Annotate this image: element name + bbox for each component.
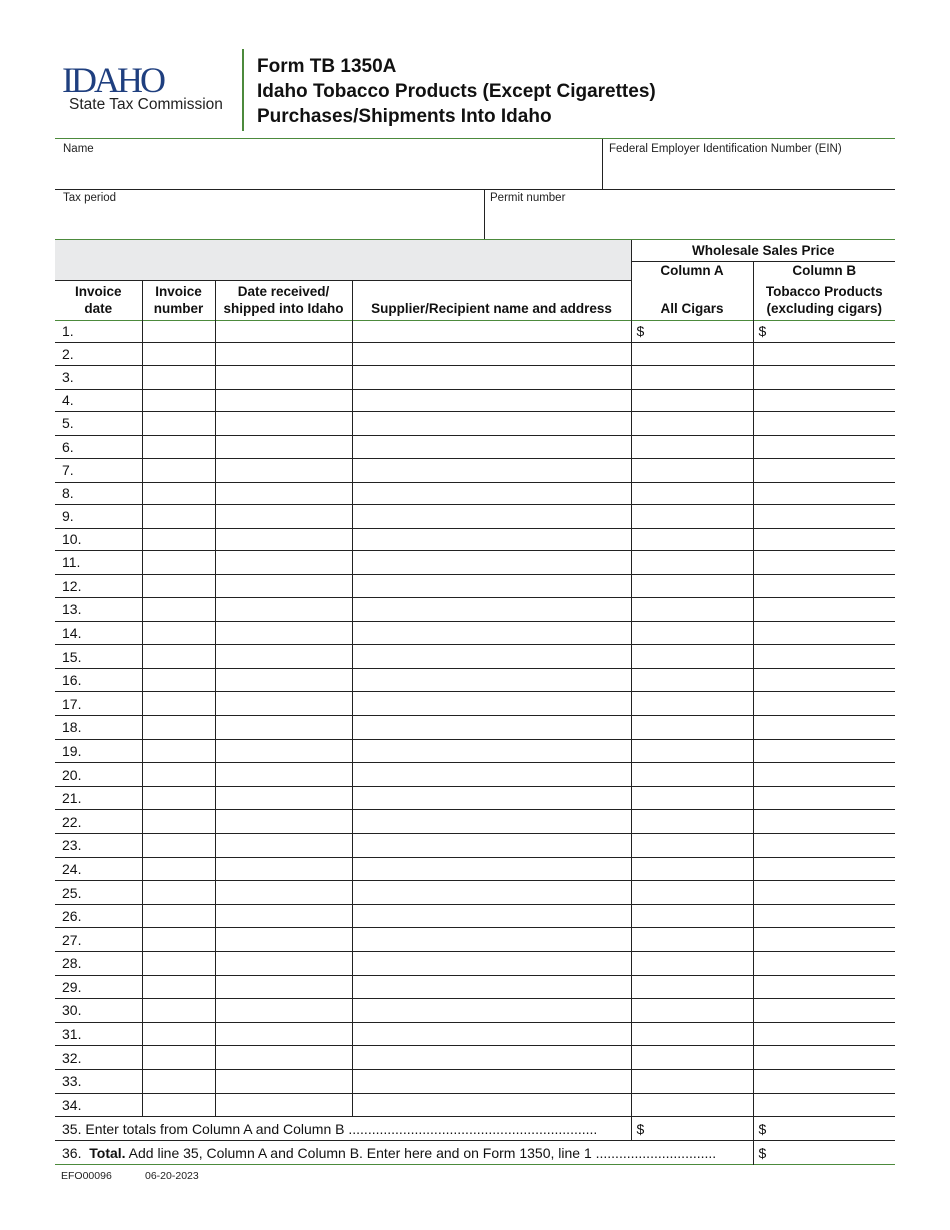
column-a-cell[interactable]	[631, 739, 753, 763]
line-35-column-b[interactable]: $	[753, 1117, 895, 1141]
row-number[interactable]: 1.	[62, 323, 74, 339]
column-b-cell[interactable]	[753, 810, 895, 834]
supplier-cell[interactable]	[352, 716, 631, 740]
column-b-cell[interactable]	[753, 621, 895, 645]
table-row	[55, 550, 895, 574]
column-a-cell[interactable]	[631, 482, 753, 504]
table-row	[55, 1022, 895, 1046]
table-row	[55, 411, 895, 435]
line-35-row	[55, 1117, 895, 1141]
date-received-cell[interactable]	[215, 810, 352, 834]
supplier-cell[interactable]	[352, 621, 631, 645]
invoice-number-cell[interactable]	[142, 928, 215, 952]
form-title	[257, 54, 656, 129]
column-a-cell[interactable]	[631, 786, 753, 810]
column-a-cell[interactable]	[631, 834, 753, 858]
tax-period-label: Tax period	[63, 192, 117, 204]
date-received-header	[215, 280, 352, 320]
column-a-cell[interactable]	[631, 1069, 753, 1093]
column-b-cell[interactable]	[753, 482, 895, 504]
column-b-cell[interactable]	[753, 1093, 895, 1117]
column-b-cell[interactable]	[753, 668, 895, 692]
table-row	[55, 857, 895, 881]
column-a-cell[interactable]	[631, 904, 753, 928]
invoice-number-cell[interactable]	[142, 550, 215, 574]
column-b-cell[interactable]	[753, 342, 895, 365]
column-a-cell[interactable]	[631, 1046, 753, 1070]
date-received-cell[interactable]	[215, 952, 352, 976]
row-number[interactable]: 22.	[62, 813, 82, 830]
table-row	[55, 320, 895, 342]
column-b-cell[interactable]	[753, 975, 895, 999]
supplier-cell[interactable]	[352, 389, 631, 411]
date-received-cell[interactable]	[215, 739, 352, 763]
supplier-cell[interactable]	[352, 999, 631, 1023]
row-number[interactable]: 7.	[62, 462, 74, 478]
column-b-cell[interactable]	[753, 389, 895, 411]
invoice-number-cell[interactable]	[142, 692, 215, 716]
date-received-cell[interactable]	[215, 528, 352, 550]
date-received-cell[interactable]	[215, 1046, 352, 1070]
line-36-number: 36.	[62, 1144, 82, 1161]
date-received-cell[interactable]	[215, 389, 352, 411]
date-received-cell[interactable]	[215, 435, 352, 458]
entry-rows	[55, 320, 895, 1117]
invoice-number-cell[interactable]	[142, 810, 215, 834]
invoice-number-cell[interactable]	[142, 598, 215, 622]
invoice-number-cell[interactable]	[142, 1046, 215, 1070]
row-number[interactable]: 20.	[62, 766, 82, 783]
row-number[interactable]: 21.	[62, 790, 82, 807]
column-b-cell[interactable]	[753, 904, 895, 928]
invoice-number-cell[interactable]	[142, 528, 215, 550]
invoice-number-header-line1: Invoice	[155, 284, 202, 299]
form-title-line1: Idaho Tobacco Products (Except Cigarettes)	[257, 81, 656, 102]
invoice-number-cell[interactable]	[142, 904, 215, 928]
column-b-cell[interactable]	[753, 504, 895, 528]
header-gray-band	[55, 240, 631, 280]
invoice-number-cell[interactable]	[142, 857, 215, 881]
table-row	[55, 435, 895, 458]
row-number[interactable]: 9.	[62, 508, 74, 524]
name-ein-divider	[602, 139, 603, 189]
column-a-cell[interactable]	[631, 550, 753, 574]
invoice-number-cell[interactable]	[142, 411, 215, 435]
column-a-cell[interactable]	[631, 411, 753, 435]
supplier-cell[interactable]	[352, 645, 631, 669]
date-received-cell[interactable]	[215, 342, 352, 365]
row-number[interactable]: 5.	[62, 415, 74, 431]
date-received-cell[interactable]	[215, 786, 352, 810]
supplier-cell[interactable]	[352, 320, 631, 342]
column-a-cell[interactable]: $	[631, 320, 753, 342]
row-number[interactable]: 23.	[62, 837, 82, 854]
invoice-number-cell[interactable]	[142, 621, 215, 645]
form-title-line2: Purchases/Shipments Into Idaho	[257, 106, 552, 127]
row-number[interactable]: 27.	[62, 931, 82, 948]
row-number[interactable]: 28.	[62, 955, 82, 972]
invoice-number-cell[interactable]	[142, 645, 215, 669]
supplier-cell[interactable]	[352, 482, 631, 504]
date-received-header-line1: Date received/	[237, 284, 330, 299]
row-number[interactable]: 17.	[62, 695, 82, 712]
column-b-cell[interactable]	[753, 692, 895, 716]
header-band-row	[55, 240, 895, 261]
column-b-cell[interactable]	[753, 881, 895, 905]
tax-period-field[interactable]	[55, 190, 483, 239]
supplier-cell[interactable]	[352, 692, 631, 716]
date-received-cell[interactable]	[215, 975, 352, 999]
column-a-cell[interactable]	[631, 763, 753, 787]
ein-field[interactable]	[604, 139, 894, 189]
row-number[interactable]: 6.	[62, 438, 74, 455]
row-number[interactable]: 18.	[62, 719, 82, 736]
date-received-cell[interactable]	[215, 574, 352, 598]
column-a-cell[interactable]	[631, 435, 753, 458]
date-received-cell[interactable]	[215, 999, 352, 1023]
row-number[interactable]: 2.	[62, 345, 74, 362]
row-number[interactable]: 16.	[62, 672, 82, 689]
row-number[interactable]: 13.	[62, 601, 82, 618]
invoice-number-cell[interactable]	[142, 482, 215, 504]
row-number[interactable]: 26.	[62, 908, 82, 925]
date-received-cell[interactable]	[215, 482, 352, 504]
table-row	[55, 904, 895, 928]
logo-wordmark: IDAHO	[62, 60, 163, 100]
invoice-number-cell[interactable]	[142, 1022, 215, 1046]
supplier-cell[interactable]	[352, 975, 631, 999]
row-number[interactable]: 34.	[62, 1096, 82, 1113]
tobacco-products-header	[753, 280, 895, 320]
table-row	[55, 598, 895, 622]
date-received-cell[interactable]	[215, 504, 352, 528]
table-row	[55, 810, 895, 834]
column-b-header: Column B	[753, 261, 895, 280]
column-a-cell[interactable]	[631, 342, 753, 365]
column-a-cell[interactable]	[631, 716, 753, 740]
date-received-cell[interactable]	[215, 550, 352, 574]
invoice-number-header	[142, 280, 215, 320]
column-b-cell[interactable]	[753, 1046, 895, 1070]
row-number[interactable]: 10.	[62, 531, 82, 547]
date-received-cell[interactable]	[215, 320, 352, 342]
table-row	[55, 975, 895, 999]
date-received-cell[interactable]	[215, 598, 352, 622]
invoice-number-cell[interactable]	[142, 574, 215, 598]
invoice-number-cell[interactable]	[142, 389, 215, 411]
supplier-cell[interactable]	[352, 365, 631, 389]
column-b-cell[interactable]	[753, 952, 895, 976]
column-a-cell[interactable]	[631, 598, 753, 622]
invoice-number-cell[interactable]	[142, 435, 215, 458]
column-b-cell[interactable]	[753, 716, 895, 740]
invoice-number-cell[interactable]	[142, 1069, 215, 1093]
supplier-cell[interactable]	[352, 1022, 631, 1046]
table-row	[55, 692, 895, 716]
supplier-cell[interactable]	[352, 952, 631, 976]
permit-number-label: Permit number	[490, 192, 566, 204]
table-row	[55, 952, 895, 976]
date-received-cell[interactable]	[215, 458, 352, 482]
supplier-cell[interactable]	[352, 786, 631, 810]
date-received-cell[interactable]	[215, 692, 352, 716]
table-row	[55, 739, 895, 763]
supplier-cell[interactable]	[352, 668, 631, 692]
table-row	[55, 645, 895, 669]
date-received-cell[interactable]	[215, 857, 352, 881]
invoice-number-cell[interactable]	[142, 504, 215, 528]
column-b-cell[interactable]	[753, 528, 895, 550]
table-row	[55, 342, 895, 365]
row-number[interactable]: 25.	[62, 884, 82, 901]
table-row	[55, 482, 895, 504]
table-row	[55, 621, 895, 645]
column-a-cell[interactable]	[631, 645, 753, 669]
line-36-total-label: Total.	[89, 1144, 126, 1161]
table-row	[55, 999, 895, 1023]
date-received-cell[interactable]	[215, 621, 352, 645]
column-a-cell[interactable]	[631, 389, 753, 411]
date-received-cell[interactable]	[215, 411, 352, 435]
invoice-number-cell[interactable]	[142, 342, 215, 365]
line-35-column-a[interactable]: $	[631, 1117, 753, 1141]
column-a-cell[interactable]	[631, 458, 753, 482]
row-number[interactable]: 14.	[62, 624, 82, 641]
row-number[interactable]: 8.	[62, 485, 74, 501]
column-b-cell[interactable]	[753, 435, 895, 458]
row-number[interactable]: 29.	[62, 978, 82, 995]
supplier-cell[interactable]	[352, 411, 631, 435]
column-a-cell[interactable]	[631, 668, 753, 692]
invoice-number-cell[interactable]	[142, 881, 215, 905]
name-label: Name	[63, 143, 94, 155]
invoice-date-header-line2: date	[84, 301, 113, 316]
supplier-cell[interactable]	[352, 1093, 631, 1117]
invoice-number-cell[interactable]	[142, 999, 215, 1023]
table-row	[55, 786, 895, 810]
date-received-header-line2: shipped into Idaho	[223, 301, 344, 316]
column-b-cell[interactable]	[753, 763, 895, 787]
all-cigars-header: All Cigars	[631, 280, 753, 320]
row-number[interactable]: 32.	[62, 1049, 82, 1066]
name-field[interactable]	[55, 139, 601, 189]
logo-subtitle: State Tax Commission	[69, 96, 223, 113]
row-number[interactable]: 31.	[62, 1026, 82, 1043]
supplier-cell[interactable]	[352, 904, 631, 928]
row-number[interactable]: 4.	[62, 392, 74, 408]
column-b-cell[interactable]	[753, 458, 895, 482]
supplier-cell[interactable]	[352, 574, 631, 598]
invoice-number-header-line2: number	[153, 301, 204, 316]
date-received-cell[interactable]	[215, 834, 352, 858]
table-row	[55, 763, 895, 787]
supplier-cell[interactable]	[352, 342, 631, 365]
table-row	[55, 1046, 895, 1070]
date-received-cell[interactable]	[215, 928, 352, 952]
invoice-number-cell[interactable]	[142, 834, 215, 858]
tobacco-products-header-line1: Tobacco Products	[765, 283, 883, 299]
column-a-cell[interactable]	[631, 928, 753, 952]
table-row	[55, 716, 895, 740]
column-a-cell[interactable]	[631, 504, 753, 528]
invoice-number-cell[interactable]	[142, 320, 215, 342]
supplier-cell[interactable]	[352, 881, 631, 905]
column-a-cell[interactable]	[631, 692, 753, 716]
date-received-cell[interactable]	[215, 763, 352, 787]
column-a-cell[interactable]	[631, 952, 753, 976]
date-received-cell[interactable]	[215, 881, 352, 905]
table-row	[55, 881, 895, 905]
row-number[interactable]: 19.	[62, 742, 82, 759]
column-b-cell[interactable]	[753, 786, 895, 810]
supplier-cell[interactable]	[352, 458, 631, 482]
column-b-cell[interactable]	[753, 411, 895, 435]
table-row	[55, 504, 895, 528]
column-b-cell[interactable]	[753, 928, 895, 952]
column-b-cell[interactable]	[753, 550, 895, 574]
column-b-cell[interactable]	[753, 365, 895, 389]
supplier-cell[interactable]	[352, 550, 631, 574]
invoice-number-cell[interactable]	[142, 786, 215, 810]
invoice-number-cell[interactable]	[142, 365, 215, 389]
row-number[interactable]: 33.	[62, 1073, 82, 1090]
idaho-logo	[60, 62, 238, 118]
supplier-cell[interactable]	[352, 739, 631, 763]
invoice-number-cell[interactable]	[142, 716, 215, 740]
tax-permit-divider	[484, 190, 485, 239]
column-b-cell[interactable]	[753, 739, 895, 763]
table-row	[55, 528, 895, 550]
date-received-cell[interactable]	[215, 645, 352, 669]
supplier-cell[interactable]	[352, 857, 631, 881]
supplier-cell[interactable]	[352, 834, 631, 858]
row-number[interactable]: 11.	[62, 554, 81, 570]
column-a-cell[interactable]	[631, 365, 753, 389]
row-number[interactable]: 24.	[62, 860, 82, 877]
column-a-cell[interactable]	[631, 975, 753, 999]
supplier-cell[interactable]	[352, 1069, 631, 1093]
column-a-cell[interactable]	[631, 574, 753, 598]
column-b-cell[interactable]	[753, 834, 895, 858]
invoice-number-cell[interactable]	[142, 763, 215, 787]
column-b-cell[interactable]: $	[753, 320, 895, 342]
row-number[interactable]: 3.	[62, 369, 74, 385]
line-35-label: 35. Enter totals from Column A and Column B ................................................................	[62, 1120, 598, 1137]
supplier-cell[interactable]	[352, 810, 631, 834]
date-received-cell[interactable]	[215, 668, 352, 692]
permit-number-field[interactable]	[486, 190, 894, 239]
column-a-cell[interactable]	[631, 881, 753, 905]
invoice-date-header-line1: Invoice	[74, 284, 122, 299]
invoice-number-cell[interactable]	[142, 458, 215, 482]
invoice-number-cell[interactable]	[142, 1093, 215, 1117]
date-received-cell[interactable]	[215, 1069, 352, 1093]
column-a-cell[interactable]	[631, 528, 753, 550]
table-row	[55, 834, 895, 858]
supplier-cell[interactable]	[352, 598, 631, 622]
column-b-cell[interactable]	[753, 1069, 895, 1093]
row-number[interactable]: 30.	[62, 1002, 82, 1019]
form-code: EFO00096	[61, 1170, 112, 1182]
invoice-number-cell[interactable]	[142, 975, 215, 999]
line-36-row	[55, 1141, 895, 1165]
supplier-cell[interactable]	[352, 435, 631, 458]
line-36-total[interactable]: $	[753, 1141, 895, 1165]
form-revision-date: 06-20-2023	[145, 1170, 199, 1182]
column-b-cell[interactable]	[753, 645, 895, 669]
table-row	[55, 365, 895, 389]
supplier-cell[interactable]	[352, 1046, 631, 1070]
table-row	[55, 1093, 895, 1117]
column-b-cell[interactable]	[753, 857, 895, 881]
date-received-cell[interactable]	[215, 365, 352, 389]
table-row	[55, 458, 895, 482]
row-number[interactable]: 12.	[62, 577, 82, 594]
supplier-cell[interactable]	[352, 504, 631, 528]
column-b-cell[interactable]	[753, 999, 895, 1023]
column-a-cell[interactable]	[631, 999, 753, 1023]
ein-label: Federal Employer Identification Number (EIN)	[609, 143, 842, 155]
table-row	[55, 928, 895, 952]
column-a-cell[interactable]	[631, 1022, 753, 1046]
column-b-cell[interactable]	[753, 1022, 895, 1046]
tobacco-products-header-line2: (excluding cigars)	[766, 300, 883, 316]
line-36-label	[55, 1141, 753, 1165]
header-divider	[242, 49, 244, 131]
supplier-header: Supplier/Recipient name and address	[352, 280, 631, 320]
column-a-cell[interactable]	[631, 857, 753, 881]
table-row	[55, 668, 895, 692]
column-b-cell[interactable]	[753, 598, 895, 622]
column-header-row	[55, 280, 895, 320]
column-a-header: Column A	[631, 261, 753, 280]
table-row	[55, 574, 895, 598]
line-36-text: Add line 35, Column A and Column B. Enter here and on Form 1350, line 1 ...............................	[125, 1144, 717, 1161]
invoice-number-cell[interactable]	[142, 952, 215, 976]
column-a-cell[interactable]	[631, 621, 753, 645]
invoice-number-cell[interactable]	[142, 668, 215, 692]
form-number: Form TB 1350A	[257, 56, 397, 77]
supplier-cell[interactable]	[352, 928, 631, 952]
table-row	[55, 1069, 895, 1093]
column-a-cell[interactable]	[631, 810, 753, 834]
date-received-cell[interactable]	[215, 716, 352, 740]
invoice-date-header	[55, 280, 142, 320]
table-row	[55, 389, 895, 411]
date-received-cell[interactable]	[215, 1022, 352, 1046]
date-received-cell[interactable]	[215, 1093, 352, 1117]
supplier-cell[interactable]	[352, 528, 631, 550]
column-a-cell[interactable]	[631, 1093, 753, 1117]
wholesale-sales-price-header: Wholesale Sales Price	[631, 240, 895, 261]
row-number[interactable]: 15.	[62, 648, 82, 665]
invoice-number-cell[interactable]	[142, 739, 215, 763]
purchases-table	[55, 240, 895, 1165]
supplier-cell[interactable]	[352, 763, 631, 787]
date-received-cell[interactable]	[215, 904, 352, 928]
column-b-cell[interactable]	[753, 574, 895, 598]
